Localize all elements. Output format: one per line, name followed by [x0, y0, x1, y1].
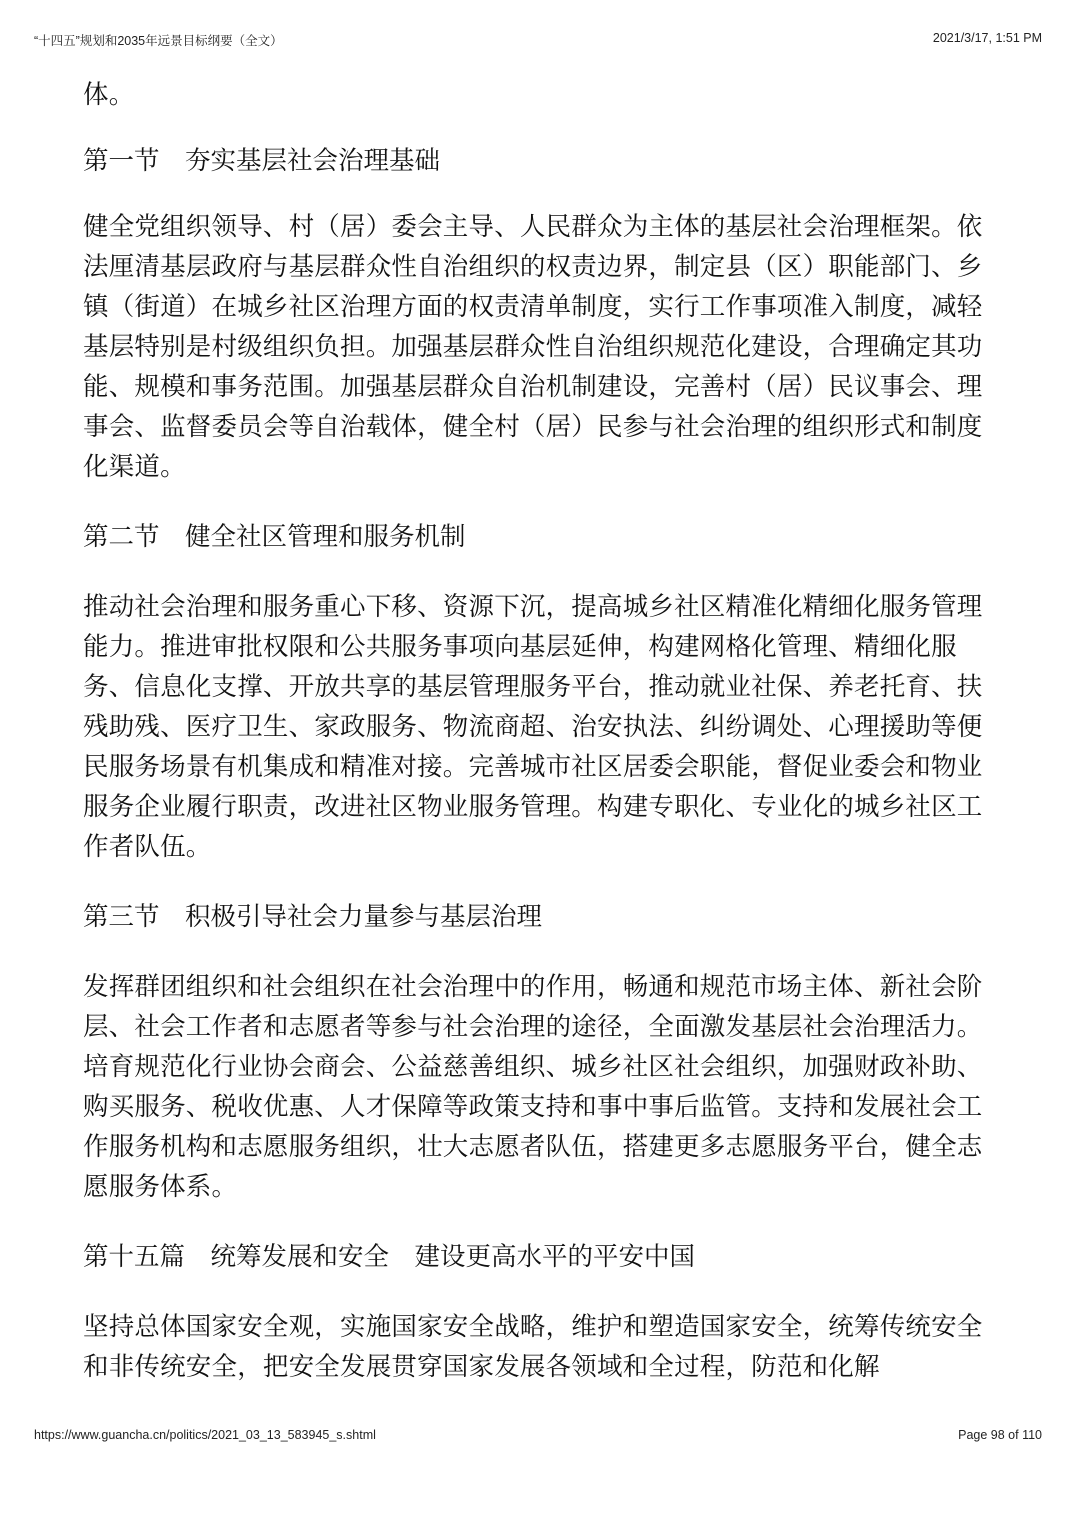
document-title: “十四五”规划和2035年远景目标纲要（全文） [34, 34, 283, 48]
section-heading-1: 第一节 夯实基层社会治理基础 [83, 146, 441, 176]
part-paragraph-15: 坚持总体国家安全观，实施国家安全战略，维护和塑造国家安全，统筹传统安全和非传统安全，把安全发展贯穿国家发展各领域和全过程，防范和化解 [83, 1312, 983, 1382]
source-url[interactable]: https://www.guancha.cn/politics/2021_03_13_583945_s.shtml [34, 1428, 376, 1442]
section-paragraph-2: 推动社会治理和服务重心下移、资源下沉，提高城乡社区精准化精细化服务管理能力。推进审批权限和公共服务事项向基层延伸，构建网格化管理、精细化服务、信息化支撑、开放共享的基层管理服务平台，推动就业社保、养老托育、扶残助残、医疗卫生、家政服务、物流商超、治安执法、纠纷调处、心理援助等便民服务场景有机集成和精准对接。完善城市社区居委会职能，督促业委会和物业服务企业履行职责，改进社区物业服务管理。构建专职化、专业化的城乡社区工作者队伍。 [83, 592, 983, 862]
article-body [83, 75, 993, 1387]
section-paragraph-3: 发挥群团组织和社会组织在社会治理中的作用，畅通和规范市场主体、新社会阶层、社会工作者和志愿者等参与社会治理的途径，全面激发基层社会治理活力。培育规范化行业协会商会、公益慈善组织、城乡社区社会组织，加强财政补助、购买服务、税收优惠、人才保障等政策支持和事中事后监管。支持和发展社会工作服务机构和志愿服务组织，壮大志愿者队伍，搭建更多志愿服务平台，健全志愿服务体系。 [83, 972, 983, 1202]
page-number: Page 98 of 110 [958, 1428, 1042, 1442]
part-heading-15: 第十五篇 统筹发展和安全 建设更高水平的平安中国 [83, 1242, 696, 1272]
section-heading-2: 第二节 健全社区管理和服务机制 [83, 522, 466, 552]
print-footer [34, 1428, 1042, 1442]
print-datetime: 2021/3/17, 1:51 PM [932, 31, 1042, 45]
lead-fragment: 体。 [83, 80, 135, 110]
section-paragraph-1: 健全党组织领导、村（居）委会主导、人民群众为主体的基层社会治理框架。依法厘清基层政府与基层群众性自治组织的权责边界，制定县（区）职能部门、乡镇（街道）在城乡社区治理方面的权责清单制度，实行工作事项准入制度，减轻基层特别是村级组织负担。加强基层群众性自治组织规范化建设，合理确定其功能、规模和事务范围。加强基层群众自治机制建设，完善村（居）民议事会、理事会、监督委员会等自治载体，健全村（居）民参与社会治理的组织形式和制度化渠道。 [83, 212, 983, 482]
section-heading-3: 第三节 积极引导社会力量参与基层治理 [83, 902, 543, 932]
print-header [34, 31, 1042, 49]
